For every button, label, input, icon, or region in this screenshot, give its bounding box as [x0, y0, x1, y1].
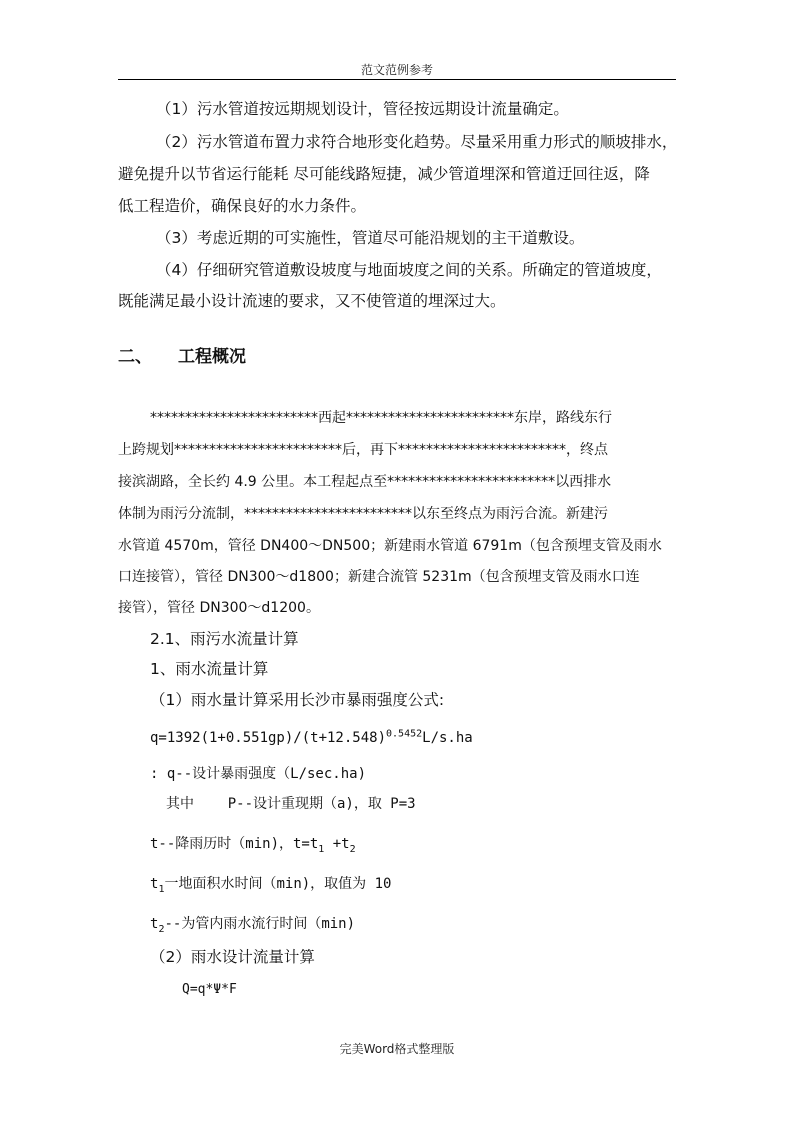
- overview-line-2: 上跨规划************************后，再下************************，终点: [118, 442, 608, 458]
- section-2-1-title: 2.1、雨污水流量计算: [150, 630, 299, 648]
- paragraph-3: （3）考虑近期的可实施性，管道尽可能沿规划的主干道敷设。: [156, 229, 585, 247]
- flow-formula: Q=q*Ψ*F: [182, 982, 237, 997]
- paragraph-2-line-1: （2）污水管道布置力求符合地形变化趋势。尽量采用重力形式的顺坡排水，: [156, 133, 678, 151]
- rain-formula: [150, 728, 473, 748]
- paragraph-2-line-2: 避免提升以节省运行能耗 尽可能线路短捷，减少管道埋深和管道迂回往返，降: [118, 165, 650, 183]
- formula-base: q=1392(1+0.551gp)/(t+12.548): [150, 730, 387, 746]
- paragraph-2-line-3: 低工程造价，确保良好的水力条件。: [118, 197, 367, 215]
- q-definition: : q--设计暴雨强度（L/sec.ha): [150, 766, 367, 782]
- t1-definition: $t_1$一地面积水时间（min)，取值为 10: [150, 876, 392, 895]
- formula-exponent: 0.5452: [386, 728, 423, 740]
- paragraph-4-line-2: 既能满足最小设计流速的要求，又不使管道的埋深过大。: [118, 292, 506, 310]
- overview-line-7: 接管），管径 DN300～d1200。: [118, 600, 320, 616]
- rain-step-1: （1）雨水量计算采用长沙市暴雨强度公式:: [150, 691, 445, 709]
- subsection-1-title: 1、雨水流量计算: [150, 660, 269, 678]
- section-title: 工程概况: [178, 347, 246, 367]
- overview-line-1: ************************西起************************东岸，路线东行: [150, 410, 612, 426]
- overview-line-5: 水管道 4570m，管径 DN400～DN500；新建雨水管道 6791m（包含预埋支管及雨水: [118, 538, 662, 554]
- formula-unit: L/s.ha: [422, 730, 473, 746]
- overview-line-3: 接滨湖路，全长约 4.9 公里。本工程起点至************************以西排水: [118, 474, 612, 490]
- p-definition: 其中 P--设计重现期（a)，取 P=3: [166, 796, 416, 812]
- page-header: 范文范例参考: [360, 63, 433, 77]
- t2-definition: $t_2--$为管内雨水流行时间（min): [150, 916, 356, 935]
- paragraph-4-line-1: （4）仔细研究管道敷设坡度与地面坡度之间的关系。所确定的管道坡度，: [156, 261, 662, 279]
- overview-line-6: 口连接管），管径 DN300～d1800；新建合流管 5231m（包含预埋支管及雨水口连: [118, 569, 640, 585]
- rain-step-2: （2）雨水设计流量计算: [150, 948, 315, 966]
- paragraph-1: （1）污水管道按远期规划设计，管径按远期设计流量确定。: [156, 100, 569, 118]
- t-definition: t--降雨历时（min)，$t=t_1 +t_2$: [150, 836, 356, 855]
- section-number: 二、: [118, 347, 152, 367]
- overview-line-4: 体制为雨污分流制，************************以东至终点为雨污合流。新建污: [118, 506, 608, 522]
- header-divider: [118, 79, 676, 80]
- page-footer: 完美Word格式整理版: [339, 1042, 455, 1056]
